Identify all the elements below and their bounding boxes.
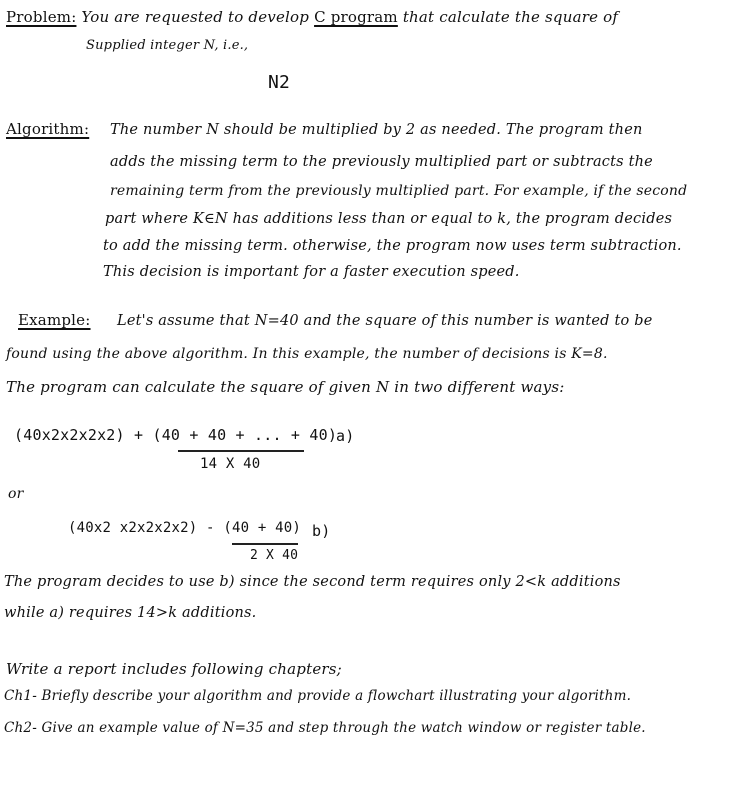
- algorithm-line: remaining term from the previously multiplied part. For example, if the second: [110, 183, 688, 199]
- algorithm-line: This decision is important for a faster execution speed.: [103, 264, 520, 280]
- example-label: Example:: [18, 311, 91, 329]
- report-chapter-1: Ch1- Briefly describe your algorithm and provide a flowchart illustrating your algorithm.: [4, 688, 632, 704]
- algorithm-line: part where K∈N has additions less than or equal to k, the program decides: [105, 211, 673, 227]
- example-line: Let's assume that N=40 and the square of this number is wanted to be: [117, 313, 653, 329]
- algorithm-label: Algorithm:: [6, 120, 90, 138]
- problem-formula: N2: [268, 72, 291, 93]
- algorithm-line: The number N should be multiplied by 2 as needed. The program then: [110, 122, 643, 138]
- problem-label: Problem:: [6, 8, 77, 26]
- problem-text-end: that calculate the square of: [402, 8, 619, 26]
- algorithm-line: to add the missing term. otherwise, the program now uses term subtraction.: [103, 238, 682, 254]
- way-a-under-text: 14 X 40: [200, 456, 261, 472]
- or-text: or: [8, 486, 24, 502]
- report-intro: Write a report includes following chapters;: [6, 660, 342, 678]
- example-line: found using the above algorithm. In this example, the number of decisions is K=8.: [6, 346, 608, 362]
- report-chapter-2: Ch2- Give an example value of N=35 and step through the watch window or register table.: [4, 720, 646, 736]
- way-b-label: b): [312, 522, 331, 540]
- example-line: The program can calculate the square of given N in two different ways:: [6, 378, 565, 396]
- c-program-text: C program: [314, 8, 398, 26]
- way-a-expression: (40x2x2x2x2) + (40 + 40 + ... + 40): [14, 426, 338, 444]
- way-b-expression: (40x2 x2x2x2x2) - (40 + 40): [68, 520, 301, 536]
- way-b-under-text: 2 X 40: [250, 548, 299, 563]
- way-b-underbrace: [232, 543, 298, 545]
- algorithm-line: adds the missing term to the previously multiplied part or subtracts the: [110, 154, 653, 170]
- problem-text-start: You are requested to develop: [81, 8, 310, 26]
- conclusion-line: The program decides to use b) since the second term requires only 2<k additions: [4, 574, 621, 590]
- problem-line-1: [6, 8, 618, 26]
- conclusion-line: while a) requires 14>k additions.: [4, 605, 257, 621]
- way-a-label: a): [336, 427, 355, 445]
- way-a-underbrace: [178, 450, 304, 452]
- problem-line-2: Supplied integer N, i.e.,: [86, 38, 249, 53]
